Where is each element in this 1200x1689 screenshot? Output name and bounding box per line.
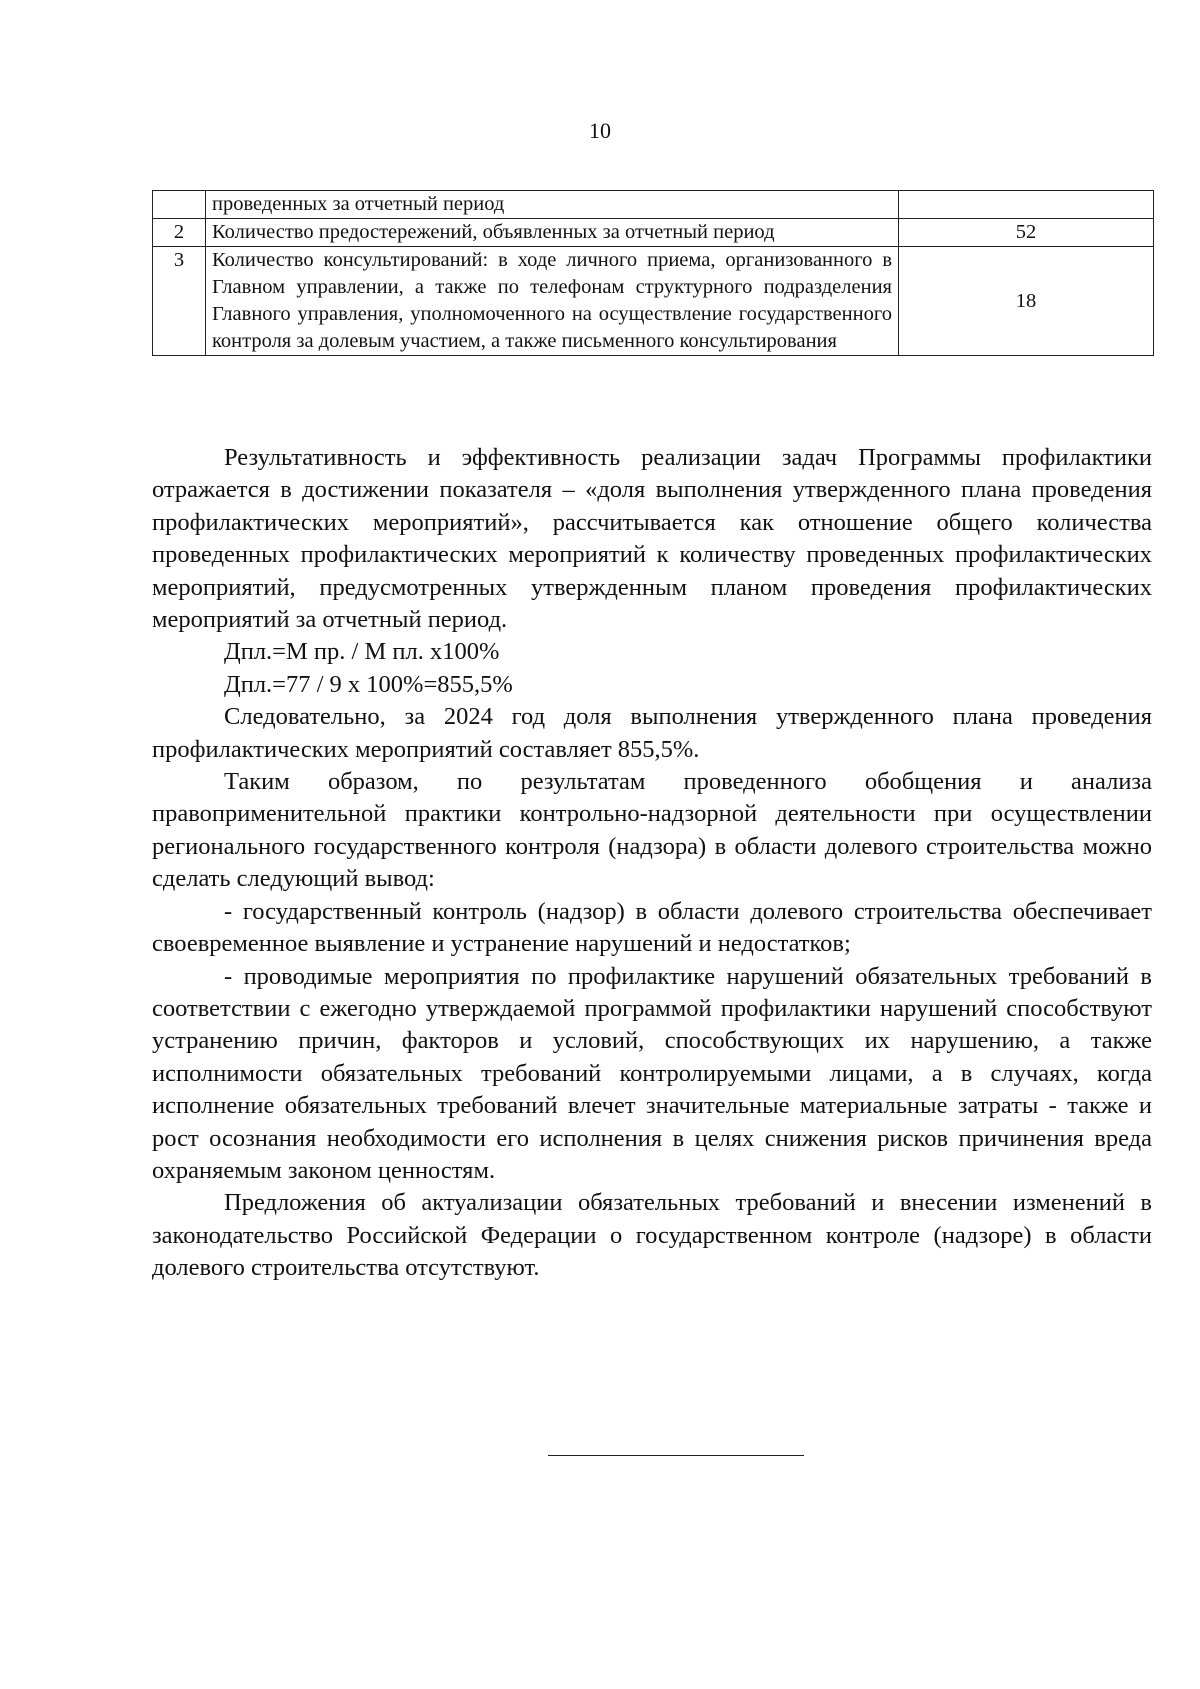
formula-calculation: Дпл.=77 / 9 х 100%=855,5% xyxy=(224,670,513,698)
table-row xyxy=(153,247,1154,356)
table-cell-number: 2 xyxy=(153,219,206,247)
table-cell-number xyxy=(153,191,206,219)
table-cell-value: 18 xyxy=(899,247,1154,356)
table-cell-value: 52 xyxy=(899,219,1154,247)
paragraph-conclusion-intro: Таким образом, по результатам проведенного обобщения и анализа правоприменительной практики контрольно-надзорной деятельности при осуществлении регионального государственного контроля (надзора) в области долевого строительства можно сделать следующий вывод: xyxy=(152,768,1152,893)
formula-definition: Дпл.=М пр. / М пл. х100% xyxy=(224,638,500,666)
page-number: 10 xyxy=(589,118,611,143)
closing-divider xyxy=(548,1455,804,1456)
table-cell-value xyxy=(899,191,1154,219)
table-row xyxy=(153,191,1154,219)
body-text xyxy=(152,442,1152,1285)
paragraph-effectiveness: Результативность и эффективность реализации задач Программы профилактики отражается в достижении показателя – «доля выполнения утвержденного плана проведения профилактических мероприятий», рассчитывается как отношение общего количества проведенных профилактических мероприятий к количеству проведенных профилактических мероприятий, предусмотренных утвержденным планом проведения профилактических мероприятий за отчетный период. xyxy=(152,444,1152,634)
report-table xyxy=(152,190,1154,356)
table-cell-description: Количество предостережений, объявленных за отчетный период xyxy=(206,219,899,247)
paragraph-conclusion-item-1: - государственный контроль (надзор) в области долевого строительства обеспечивает своевременное выявление и устранение нарушений и недостатков; xyxy=(152,897,1152,958)
table-cell-number: 3 xyxy=(153,247,206,356)
paragraph-conclusion-item-2: - проводимые мероприятия по профилактике нарушений обязательных требований в соответствии с ежегодно утверждаемой программой профилактики нарушений способствуют устранению причин, факторов и условий, способствующих их нарушению, а также исполнимости обязательных требований контролируемыми лицами, а в случаях, когда исполнение обязательных требований влечет значительные материальные затраты - также и рост осознания необходимости его исполнения в целях снижения рисков причинения вреда охраняемым законом ценностям. xyxy=(152,962,1152,1184)
paragraph-proposals: Предложения об актуализации обязательных требований и внесении изменений в законодательство Российской Федерации о государственном контроле (надзоре) в области долевого строительства отсутствуют. xyxy=(152,1189,1152,1282)
table-cell-description: Количество консультирований: в ходе личного приема, организованного в Главном управлении, а также по телефонам структурного подразделения Главного управления, уполномоченного на осуществление государственного контроля за долевым участием, а также письменного консультирования xyxy=(206,247,899,356)
table-cell-description: проведенных за отчетный период xyxy=(206,191,899,219)
table-row xyxy=(153,219,1154,247)
paragraph-result: Следовательно, за 2024 год доля выполнения утвержденного плана проведения профилактических мероприятий составляет 855,5%. xyxy=(152,703,1152,763)
